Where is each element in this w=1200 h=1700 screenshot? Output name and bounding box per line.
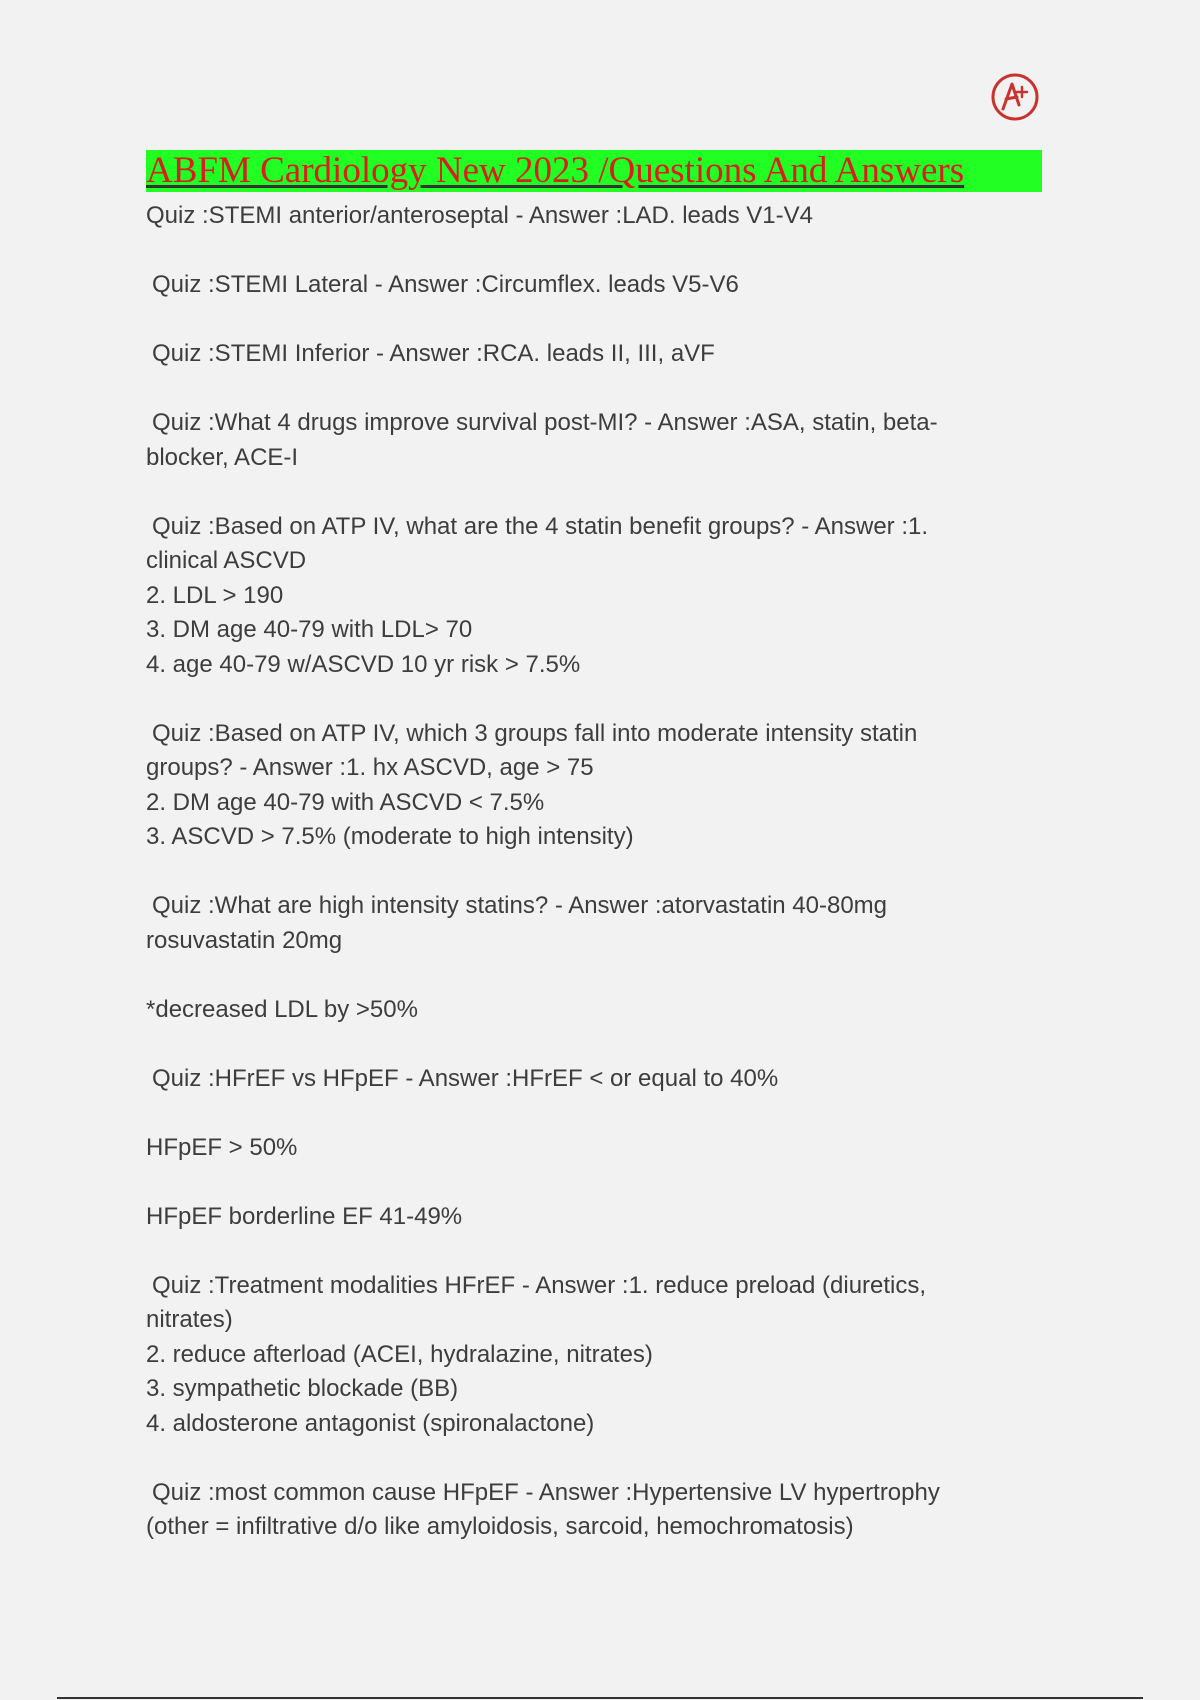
text-line: (other = infiltrative d/o like amyloidosis, sarcoid, hemochromatosis)	[146, 1513, 854, 1540]
qa-paragraph	[146, 993, 1026, 1028]
qa-paragraph	[146, 1476, 1026, 1545]
qa-paragraph	[146, 268, 1026, 303]
qa-paragraph	[146, 510, 1026, 683]
text-line: rosuvastatin 20mg	[146, 926, 343, 954]
text-line: Quiz :Based on ATP IV, what are the 4 statin benefit groups? - Answer :1.	[152, 512, 929, 540]
text-line: clinical ASCVD	[146, 547, 307, 574]
text-line: Quiz :HFrEF vs HFpEF - Answer :HFrEF < or equal to 40%	[152, 1064, 779, 1092]
text-line: Quiz :Treatment modalities HFrEF - Answer :1. reduce preload (diuretics,	[152, 1271, 927, 1299]
text-line: 2. DM age 40-79 with ASCVD < 7.5%	[146, 788, 545, 816]
text-line: blocker, ACE-I	[146, 443, 299, 471]
qa-paragraph	[146, 1062, 1026, 1097]
qa-paragraph	[146, 717, 1026, 855]
qa-paragraph	[146, 1200, 1026, 1235]
qa-paragraph	[146, 1131, 1026, 1166]
text-line: *decreased LDL by >50%	[146, 995, 418, 1023]
qa-content	[146, 199, 1026, 1579]
text-line: 3. DM age 40-79 with LDL> 70	[146, 616, 473, 643]
text-line: 4. aldosterone antagonist (spironalactone)	[146, 1409, 595, 1437]
text-line: HFpEF borderline EF 41-49%	[146, 1202, 463, 1230]
text-line: 4. age 40-79 w/ASCVD 10 yr risk > 7.5%	[146, 650, 581, 678]
text-line: 3. sympathetic blockade (BB)	[146, 1375, 459, 1402]
qa-paragraph	[146, 199, 1026, 234]
text-line: Quiz :Based on ATP IV, which 3 groups fall into moderate intensity statin	[152, 719, 918, 747]
text-line: 2. LDL > 190	[146, 581, 284, 609]
text-line: Quiz :most common cause HFpEF - Answer :Hypertensive LV hypertrophy	[152, 1478, 940, 1506]
footer-rule	[57, 1697, 1143, 1699]
qa-paragraph	[146, 406, 1026, 475]
a-plus-grade-icon	[990, 72, 1040, 122]
text-line: 2. reduce afterload (ACEI, hydralazine, nitrates)	[146, 1340, 653, 1368]
document-title: ABFM Cardiology New 2023 /Questions And Answers	[146, 150, 1042, 192]
text-line: Quiz :What are high intensity statins? - Answer :atorvastatin 40-80mg	[152, 892, 888, 919]
text-line: HFpEF > 50%	[146, 1133, 298, 1161]
text-line: groups? - Answer :1. hx ASCVD, age > 75	[146, 754, 594, 781]
text-line: 3. ASCVD > 7.5% (moderate to high intensity)	[146, 823, 634, 850]
text-line: nitrates)	[146, 1306, 233, 1333]
qa-paragraph	[146, 337, 1026, 372]
text-line: Quiz :STEMI Lateral - Answer :Circumflex. leads V5-V6	[152, 271, 739, 298]
text-line: Quiz :STEMI Inferior - Answer :RCA. leads II, III, aVF	[152, 340, 715, 367]
qa-paragraph	[146, 889, 1026, 958]
text-line: Quiz :What 4 drugs improve survival post-MI? - Answer :ASA, statin, beta-	[152, 409, 938, 436]
text-line: Quiz :STEMI anterior/anteroseptal - Answer :LAD. leads V1-V4	[146, 202, 813, 229]
qa-paragraph	[146, 1269, 1026, 1442]
